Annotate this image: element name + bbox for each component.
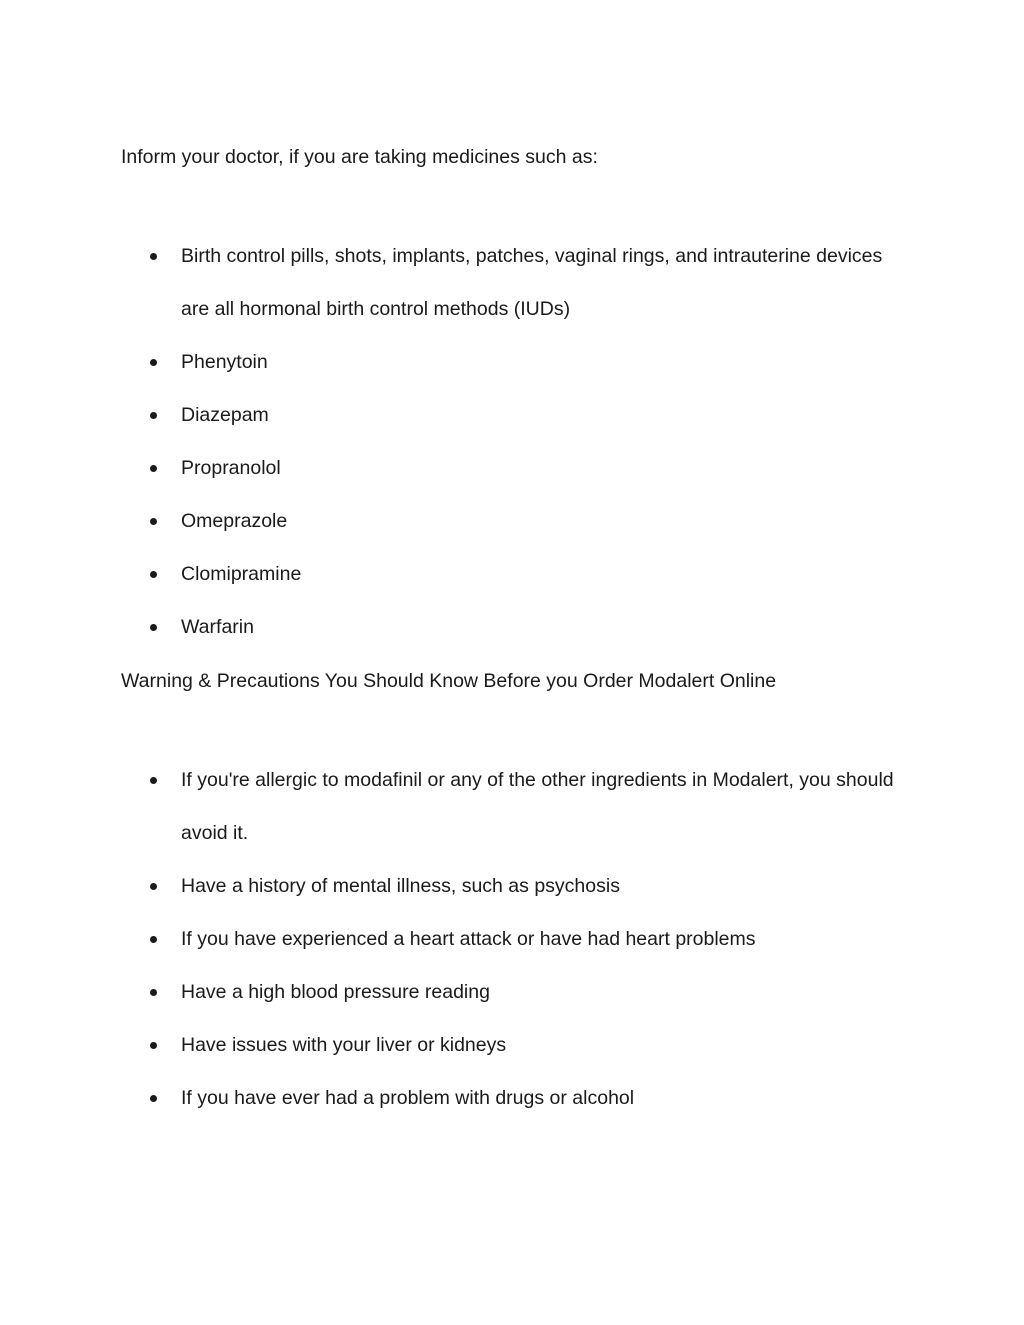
list-item-text: Omeprazole — [181, 510, 288, 532]
bullet-icon — [150, 359, 157, 366]
list-item-text: Have issues with your liver or kidneys — [181, 1034, 507, 1056]
precautions-list — [0, 754, 1024, 1125]
list-item-text: If you have ever had a problem with drugs or alcohol — [181, 1087, 635, 1109]
bullet-icon — [150, 936, 157, 943]
list-item-text: Have a history of mental illness, such as psychosis — [181, 875, 620, 897]
bullet-icon — [150, 1042, 157, 1049]
list-item-text: Diazepam — [181, 404, 269, 426]
bullet-icon — [150, 412, 157, 419]
list-item — [0, 913, 1024, 966]
bullet-icon — [150, 465, 157, 472]
list-item — [0, 230, 1024, 336]
list-item — [0, 966, 1024, 1019]
list-item-text: If you have experienced a heart attack or have had heart problems — [181, 928, 756, 950]
list-item — [0, 495, 1024, 548]
list-item — [0, 1019, 1024, 1072]
list-item — [0, 548, 1024, 601]
list-item-text: Warfarin — [181, 616, 254, 638]
list-item-text: Propranolol — [181, 457, 281, 479]
list-item — [0, 754, 1024, 860]
medicines-list — [0, 230, 1024, 654]
bullet-icon — [150, 777, 157, 784]
list-item — [0, 442, 1024, 495]
list-item — [0, 601, 1024, 654]
bullet-icon — [150, 624, 157, 631]
list-item — [0, 336, 1024, 389]
bullet-icon — [150, 1095, 157, 1102]
list-item-text: Clomipramine — [181, 563, 302, 585]
list-item — [0, 860, 1024, 913]
list-item-text: Birth control pills, shots, implants, patches, vaginal rings, and intrauterine devices are all hormonal birth control methods (IUDs) — [181, 245, 883, 320]
bullet-icon — [150, 253, 157, 260]
warning-heading: Warning & Precautions You Should Know Before you Order Modalert Online — [121, 670, 777, 692]
bullet-icon — [150, 883, 157, 890]
bullet-icon — [150, 518, 157, 525]
list-item-text: Have a high blood pressure reading — [181, 981, 490, 1003]
bullet-icon — [150, 989, 157, 996]
list-item — [0, 1072, 1024, 1125]
list-item-text: If you're allergic to modafinil or any of the other ingredients in Modalert, you should avoid it. — [181, 769, 894, 844]
intro-paragraph: Inform your doctor, if you are taking medicines such as: — [121, 146, 598, 168]
list-item-text: Phenytoin — [181, 351, 268, 373]
list-item — [0, 389, 1024, 442]
bullet-icon — [150, 571, 157, 578]
